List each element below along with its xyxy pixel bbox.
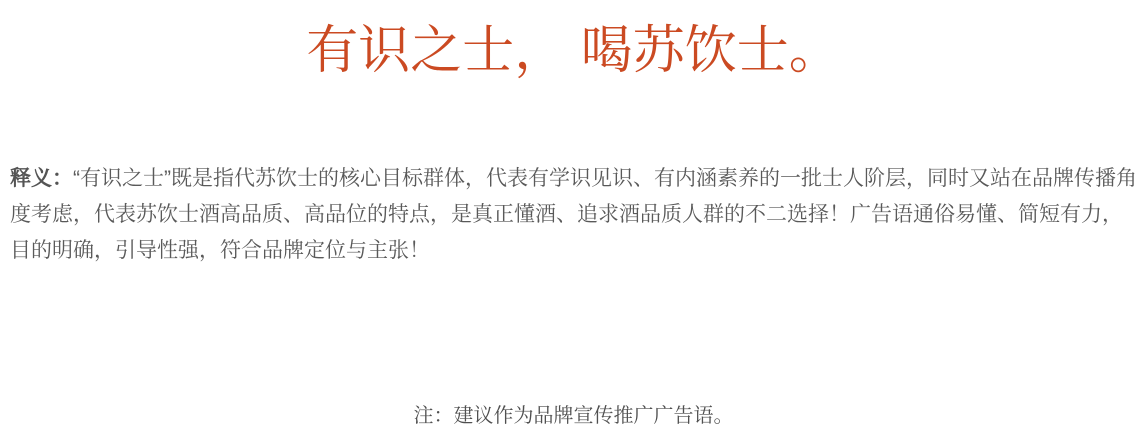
definition-text: “有识之士”既是指代苏饮士的核心目标群体，代表有学识见识、有内涵素养的一批士人阶层，同时又站在品牌传播角度考虑，代表苏饮士酒高品质、高品位的特点，是真正懂酒、追求酒品质人群的不二选择！广告语通俗易懂、简短有力，目的明确，引导性强，符合品牌定位与主张！: [10, 167, 1137, 262]
footnote-text: 注：建议作为品牌宣传推广广告语。: [413, 405, 734, 427]
slogan-title: 有识之士， 喝苏饮士。: [306, 22, 841, 80]
definition-paragraph: [10, 161, 1139, 269]
definition-label: 释义：: [10, 167, 73, 190]
